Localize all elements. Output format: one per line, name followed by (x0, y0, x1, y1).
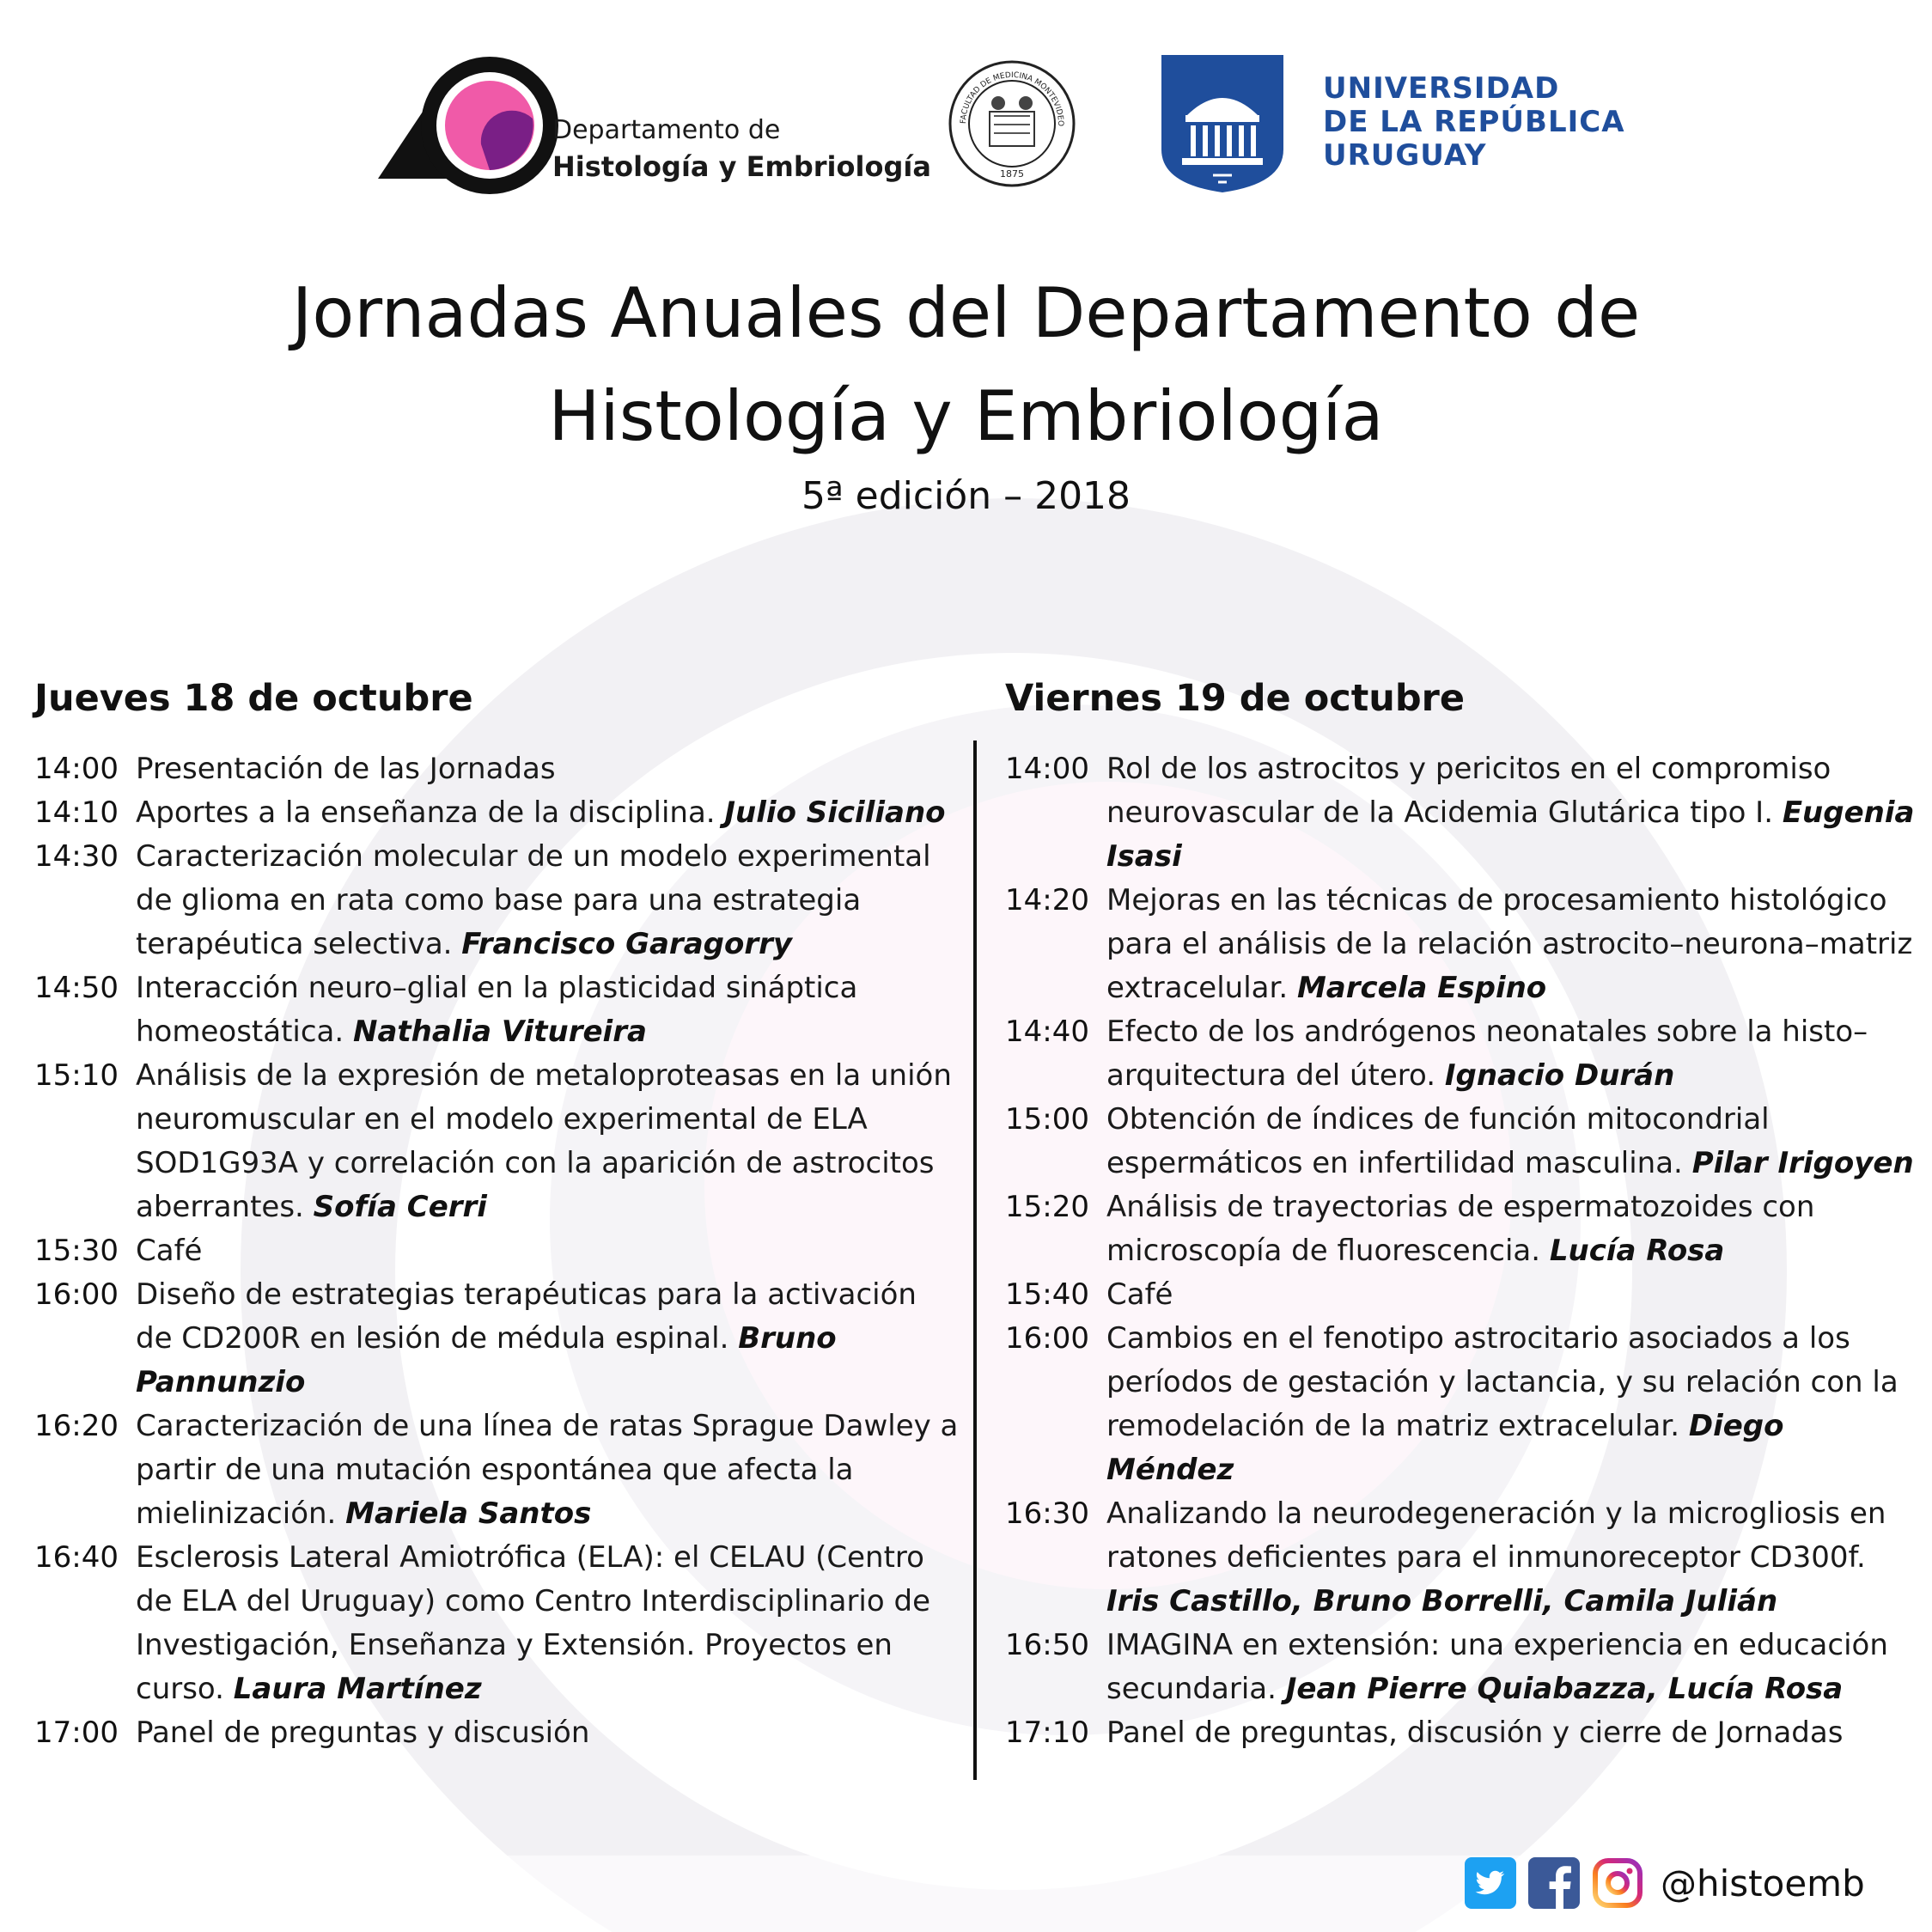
session-title: Efecto de los andrógenos neonatales sobre la histo–arquitectura del útero. (1106, 1015, 1868, 1093)
department-name-line1: Departamento de (552, 115, 781, 145)
session-list-thursday (34, 747, 962, 1755)
session-speaker: Lucía Rosa (1549, 1234, 1725, 1268)
session-row (34, 966, 962, 1054)
session-description (1106, 1098, 1916, 1185)
session-row (1005, 747, 1916, 879)
session-title: Panel de preguntas y discusión (136, 1716, 590, 1750)
session-title: Obtención de índices de función mitocondrial espermáticos en infertilidad masculina. (1106, 1102, 1770, 1180)
session-speaker: Iris Castillo, Bruno Borrelli, Camila Julián (1106, 1584, 1778, 1618)
session-row (1005, 1098, 1916, 1185)
session-speaker: Diego Méndez (1106, 1409, 1784, 1487)
session-row (34, 1229, 962, 1273)
session-row (1005, 1624, 1916, 1711)
university-name-line2: DE LA REPÚBLICA (1323, 105, 1625, 139)
department-name (552, 113, 931, 186)
session-list-friday (1005, 747, 1916, 1755)
session-speaker: Julio Siciliano (724, 795, 946, 830)
session-time: 15:10 (34, 1058, 119, 1093)
session-speaker: Laura Martínez (233, 1672, 482, 1706)
session-time: 14:50 (34, 971, 119, 1005)
session-description (136, 1273, 962, 1405)
session-description (136, 1054, 962, 1229)
session-time: 16:00 (34, 1277, 119, 1312)
session-title: Caracterización molecular de un modelo experimental de glioma en rata como base para una estrategia terapéutica selectiva. (136, 839, 931, 961)
session-speaker: Jean Pierre Quiabazza, Lucía Rosa (1285, 1672, 1844, 1706)
session-row (34, 747, 962, 791)
session-title: Análisis de trayectorias de espermatozoides con microscopía de fluorescencia. (1106, 1190, 1815, 1268)
day-thursday (34, 673, 962, 1755)
session-row (1005, 1317, 1916, 1492)
session-title: Presentación de las Jornadas (136, 752, 556, 786)
session-time: 14:30 (34, 839, 119, 874)
session-time: 14:00 (1005, 752, 1089, 786)
session-title: Panel de preguntas, discusión y cierre de Jornadas (1106, 1716, 1844, 1750)
session-speaker: Sofía Cerri (313, 1190, 487, 1224)
social-handle[interactable]: @histoemb (1661, 1862, 1865, 1905)
university-name-line3: URUGUAY (1323, 138, 1487, 173)
day-friday (1005, 673, 1916, 1755)
university-name-line1: UNIVERSIDAD (1323, 71, 1560, 106)
session-row (1005, 879, 1916, 1010)
session-title: IMAGINA en extensión: una experiencia en educación secundaria. (1106, 1628, 1888, 1706)
faculty-seal-logo (947, 52, 1077, 196)
session-title: Cambios en el fenotipo astrocitario asociados a los períodos de gestación y lactancia, y su relación con la remodelación de la matriz extracelular. (1106, 1321, 1898, 1443)
session-description (1106, 879, 1916, 1010)
session-title: Mejoras en las técnicas de procesamiento histológico para el análisis de la relación astrocito–neurona–matriz extracelular. (1106, 883, 1913, 1005)
session-time: 16:40 (34, 1540, 119, 1575)
university-name (1323, 72, 1625, 173)
session-description (1106, 1010, 1916, 1098)
session-title: Caracterización de una línea de ratas Sprague Dawley a partir de una mutación espontánea que afecta la mielinización. (136, 1409, 959, 1531)
day-title-thursday: Jueves 18 de octubre (34, 677, 473, 720)
session-title: Interacción neuro–glial en la plasticidad sináptica homeostática. (136, 971, 858, 1049)
session-title: Análisis de la expresión de metaloproteasas en la unión neuromuscular en el modelo experimental de ELA SOD1G93A y correlación con la aparición de astrocitos aberrantes. (136, 1058, 952, 1224)
session-speaker: Mariela Santos (345, 1496, 592, 1531)
session-time: 15:20 (1005, 1190, 1089, 1224)
session-time: 16:20 (34, 1409, 119, 1443)
session-row (1005, 1185, 1916, 1273)
session-title: Esclerosis Lateral Amiotrófica (ELA): el CELAU (Centro de ELA del Uruguay) como Centro Interdisciplinario de Investigación, Enseñanza y Extensión. Proyectos en curso. (136, 1540, 930, 1706)
session-title: Rol de los astrocitos y pericitos en el compromiso neurovascular de la Acidemia Glutárica tipo I. (1106, 752, 1831, 830)
page-title-line1: Jornadas Anuales del Departamento de (291, 273, 1641, 353)
session-row (1005, 1273, 1916, 1317)
session-row (34, 835, 962, 966)
session-time: 16:50 (1005, 1628, 1089, 1662)
session-description (1106, 747, 1916, 879)
session-speaker: Eugenia Isasi (1106, 795, 1915, 874)
session-description (136, 966, 962, 1054)
session-row (34, 1054, 962, 1229)
session-time: 14:20 (1005, 883, 1089, 917)
session-time: 15:00 (1005, 1102, 1089, 1137)
session-description (1106, 1273, 1916, 1317)
social-links (1465, 1856, 1865, 1911)
session-description (136, 1711, 962, 1755)
day-title-friday: Viernes 19 de octubre (1005, 677, 1466, 720)
column-divider (973, 740, 977, 1780)
session-description (136, 747, 962, 791)
session-speaker: Bruno Pannunzio (136, 1321, 837, 1399)
session-row (1005, 1711, 1916, 1755)
session-time: 14:40 (1005, 1015, 1089, 1049)
session-speaker: Marcela Espino (1296, 971, 1547, 1005)
page-title-line2: Histología y Embriología (548, 376, 1384, 456)
page-title (0, 262, 1932, 468)
session-row (34, 1405, 962, 1536)
university-crest-logo (1161, 55, 1283, 192)
seal-text: FACULTAD DE MEDICINA MONTEVIDEO (959, 70, 1065, 127)
header-logos (0, 0, 1932, 223)
session-speaker: Ignacio Durán (1444, 1058, 1675, 1093)
session-title: Aportes a la enseñanza de la disciplina. (136, 795, 716, 830)
session-row (34, 1273, 962, 1405)
twitter-icon[interactable] (1465, 1857, 1516, 1909)
session-time: 16:00 (1005, 1321, 1089, 1356)
session-row (34, 1711, 962, 1755)
edition-subtitle: 5ª edición – 2018 (801, 474, 1131, 518)
facebook-icon[interactable] (1528, 1857, 1580, 1909)
session-description (1106, 1492, 1916, 1624)
session-time: 14:00 (34, 752, 119, 786)
session-row (1005, 1010, 1916, 1098)
session-description (136, 1405, 962, 1536)
session-time: 17:10 (1005, 1716, 1089, 1750)
session-title: Analizando la neurodegeneración y la microgliosis en ratones deficientes para el inmunoreceptor CD300f. (1106, 1496, 1886, 1575)
session-row (34, 791, 962, 835)
session-row (1005, 1492, 1916, 1624)
instagram-icon[interactable] (1592, 1857, 1643, 1909)
session-description (136, 1229, 962, 1273)
session-time: 15:30 (34, 1234, 119, 1268)
department-name-line2: Histología y Embriología (552, 150, 931, 183)
department-logo (361, 50, 558, 196)
session-speaker: Pilar Irigoyen (1691, 1146, 1914, 1180)
session-description (1106, 1624, 1916, 1711)
session-time: 14:10 (34, 795, 119, 830)
session-time: 16:30 (1005, 1496, 1089, 1531)
session-description (136, 835, 962, 966)
session-title: Diseño de estrategias terapéuticas para la activación de CD200R en lesión de médula espinal. (136, 1277, 917, 1356)
session-speaker: Francisco Garagorry (461, 927, 793, 961)
session-description (136, 1536, 962, 1711)
session-time: 15:40 (1005, 1277, 1089, 1312)
session-speaker: Nathalia Vitureira (353, 1015, 647, 1049)
session-description (1106, 1711, 1916, 1755)
session-description (1106, 1185, 1916, 1273)
session-title: Café (136, 1234, 203, 1268)
session-row (34, 1536, 962, 1711)
session-time: 17:00 (34, 1716, 119, 1750)
session-title: Café (1106, 1277, 1173, 1312)
seal-year: 1875 (1000, 168, 1024, 180)
session-description (136, 791, 962, 835)
session-description (1106, 1317, 1916, 1492)
